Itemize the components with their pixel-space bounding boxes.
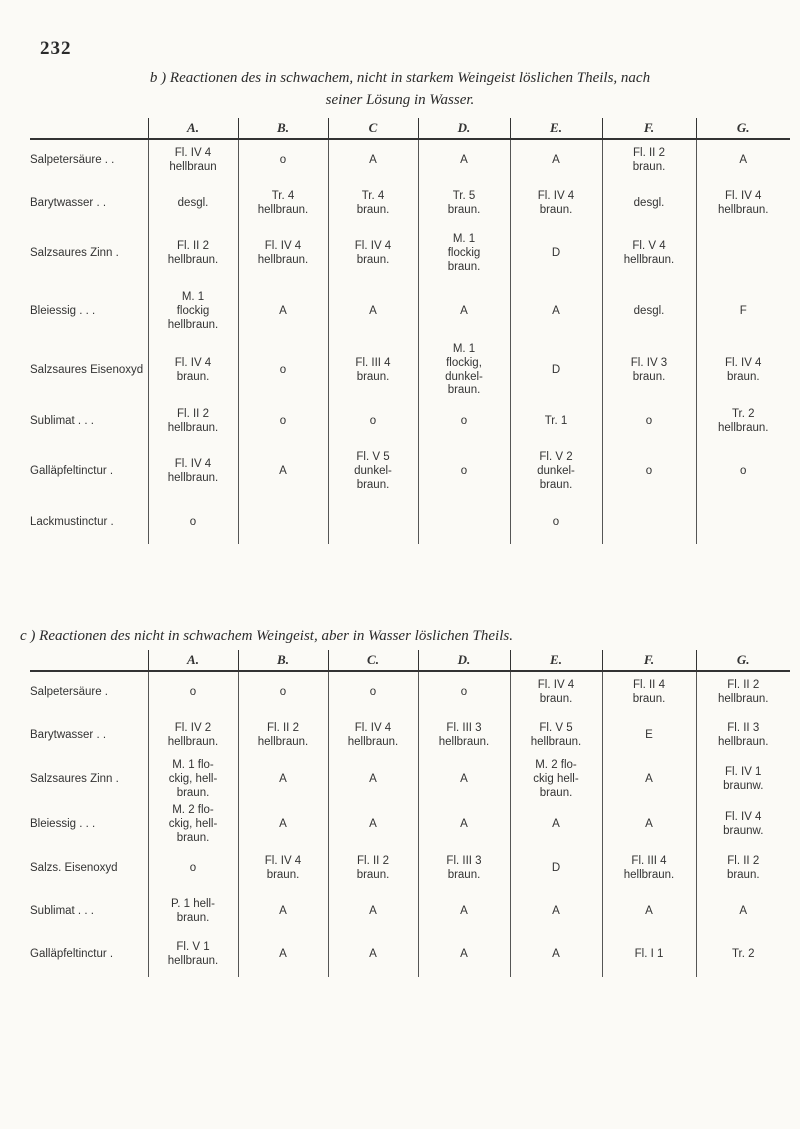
table-row — [30, 225, 790, 283]
table-cell: o — [238, 341, 328, 400]
table-cell: Fl. III 3 hellbraun. — [418, 714, 510, 757]
table-cell: M. 1 flockig braun. — [418, 225, 510, 283]
section-b-header-row — [30, 118, 790, 139]
table-cell: M. 1 flo- ckig, hell- braun. — [148, 757, 238, 802]
table-cell: Fl. II 2 hellbraun. — [148, 225, 238, 283]
table-cell: o — [238, 139, 328, 182]
table-cell: o — [148, 848, 238, 891]
table-cell: Fl. V 4 hellbraun. — [602, 225, 696, 283]
section-b-heading: b ) Reactionen des in schwachem, nicht in starkem Weingeist löslichen Theils, nach — [149, 70, 651, 86]
table-cell: o — [328, 671, 418, 714]
table-row — [30, 400, 790, 443]
column-header: C. — [328, 650, 418, 671]
section-b-table — [30, 118, 790, 544]
table-cell: M. 2 flo- ckig hell- braun. — [510, 757, 602, 802]
table-cell: o — [148, 671, 238, 714]
table-row — [30, 671, 790, 714]
table-row — [30, 714, 790, 757]
table-cell — [602, 501, 696, 544]
row-label: Salzsaures Eisenoxyd — [30, 363, 144, 376]
table-cell: Fl. III 3 braun. — [418, 848, 510, 891]
table-cell: D — [510, 848, 602, 891]
table-cell: Tr. 5 braun. — [418, 182, 510, 225]
table-cell: Fl. IV 3 braun. — [602, 341, 696, 400]
table-cell: A — [510, 802, 602, 847]
section-c-body — [30, 671, 790, 977]
row-label: Salpetersäure . — [30, 686, 108, 699]
table-cell: o — [696, 443, 790, 501]
page-number: 232 — [40, 38, 72, 59]
column-header: E. — [510, 118, 602, 139]
section-b-subheading: seiner Lösung in Wasser. — [325, 92, 475, 108]
table-cell: D — [510, 341, 602, 400]
table-cell: Fl. IV 4 braun. — [328, 225, 418, 283]
row-label: Sublimat . . . — [30, 905, 94, 918]
table-cell: Fl. IV 4 braun. — [148, 341, 238, 400]
table-cell: A — [328, 283, 418, 341]
table-cell: Fl. II 2 hellbraun. — [696, 671, 790, 714]
table-cell: desgl. — [602, 283, 696, 341]
table-cell: A — [510, 891, 602, 934]
table-cell: A — [510, 934, 602, 977]
table-cell: Fl. III 4 hellbraun. — [602, 848, 696, 891]
table-cell: desgl. — [602, 182, 696, 225]
table-cell — [418, 501, 510, 544]
table-cell: Fl. II 2 braun. — [328, 848, 418, 891]
row-label: Bleiessig . . . — [30, 305, 96, 318]
column-header: B. — [238, 118, 328, 139]
table-cell — [696, 501, 790, 544]
table-cell: A — [238, 934, 328, 977]
section-c-table — [30, 650, 790, 977]
table-row — [30, 934, 790, 977]
row-label: Salpetersäure . . — [30, 154, 115, 167]
table-cell: A — [238, 443, 328, 501]
row-label: Salzsaures Zinn . — [30, 772, 119, 785]
table-cell: o — [238, 400, 328, 443]
table-cell: A — [418, 757, 510, 802]
table-row — [30, 341, 790, 400]
table-cell — [696, 225, 790, 283]
table-cell: Fl. II 4 braun. — [602, 671, 696, 714]
table-cell: A — [418, 139, 510, 182]
table-cell: Fl. IV 4 hellbraun. — [238, 225, 328, 283]
table-cell: o — [418, 443, 510, 501]
table-cell: M. 2 flo- ckig, hell- braun. — [148, 802, 238, 847]
table-cell: Tr. 2 hellbraun. — [696, 400, 790, 443]
table-cell: A — [696, 891, 790, 934]
column-header: F. — [602, 650, 696, 671]
table-cell: A — [602, 802, 696, 847]
table-cell: D — [510, 225, 602, 283]
column-header: D. — [418, 650, 510, 671]
table-cell: A — [238, 802, 328, 847]
table-cell: Fl. IV 4 hellbraun. — [696, 182, 790, 225]
row-label: Bleiessig . . . — [30, 818, 96, 831]
table-cell: Tr. 2 — [696, 934, 790, 977]
table-row — [30, 443, 790, 501]
row-label: Galläpfeltinctur . — [30, 465, 114, 478]
table-cell: A — [602, 891, 696, 934]
table-cell: A — [510, 283, 602, 341]
row-label: Salzs. Eisenoxyd — [30, 862, 118, 875]
row-header-blank — [30, 650, 148, 671]
row-header-blank — [30, 118, 148, 139]
table-cell: A — [696, 139, 790, 182]
table-cell: Fl. II 2 braun. — [602, 139, 696, 182]
column-header: A. — [148, 650, 238, 671]
table-row — [30, 848, 790, 891]
table-cell: A — [602, 757, 696, 802]
table-cell: Fl. IV 4 braun. — [696, 341, 790, 400]
table-row — [30, 802, 790, 847]
table-cell: Fl. IV 4 hellbraun. — [148, 443, 238, 501]
table-cell: Fl. V 5 hellbraun. — [510, 714, 602, 757]
column-header: G. — [696, 118, 790, 139]
table-cell: Fl. V 5 dunkel- braun. — [328, 443, 418, 501]
table-cell: Fl. V 1 hellbraun. — [148, 934, 238, 977]
table-cell: Fl. II 2 braun. — [696, 848, 790, 891]
row-label: Barytwasser . . — [30, 728, 107, 741]
section-b-body — [30, 139, 790, 544]
table-cell: Fl. IV 4 braun. — [238, 848, 328, 891]
table-cell: o — [238, 671, 328, 714]
table-cell: A — [510, 139, 602, 182]
table-cell: A — [328, 891, 418, 934]
table-cell: desgl. — [148, 182, 238, 225]
table-cell: Fl. V 2 dunkel- braun. — [510, 443, 602, 501]
table-row — [30, 501, 790, 544]
table-cell: Fl. IV 2 hellbraun. — [148, 714, 238, 757]
table-cell: A — [328, 139, 418, 182]
table-row — [30, 891, 790, 934]
row-label: Galläpfeltinctur . — [30, 948, 114, 961]
table-cell: o — [602, 400, 696, 443]
column-header: B. — [238, 650, 328, 671]
table-cell: Fl. III 4 braun. — [328, 341, 418, 400]
column-header: G. — [696, 650, 790, 671]
table-cell: Fl. IV 1 braunw. — [696, 757, 790, 802]
table-cell: A — [328, 757, 418, 802]
table-cell: A — [238, 891, 328, 934]
table-cell: A — [418, 934, 510, 977]
row-label: Sublimat . . . — [30, 414, 94, 427]
table-cell: o — [602, 443, 696, 501]
table-cell: M. 1 flockig, dunkel- braun. — [418, 341, 510, 400]
table-cell: Fl. IV 4 braun. — [510, 182, 602, 225]
row-label: Lackmustinctur . — [30, 515, 114, 528]
table-cell: E — [602, 714, 696, 757]
table-row — [30, 757, 790, 802]
table-row — [30, 283, 790, 341]
table-row — [30, 182, 790, 225]
table-cell — [328, 501, 418, 544]
table-cell: M. 1 flockig hellbraun. — [148, 283, 238, 341]
table-cell: Tr. 1 — [510, 400, 602, 443]
table-cell: o — [418, 671, 510, 714]
table-cell: A — [238, 283, 328, 341]
row-label: Salzsaures Zinn . — [30, 247, 119, 260]
column-header: D. — [418, 118, 510, 139]
table-cell: o — [328, 400, 418, 443]
table-cell: F — [696, 283, 790, 341]
table-cell — [238, 501, 328, 544]
column-header: E. — [510, 650, 602, 671]
column-header: F. — [602, 118, 696, 139]
row-label: Barytwasser . . — [30, 196, 107, 209]
table-cell: Fl. II 2 hellbraun. — [148, 400, 238, 443]
table-cell: Fl. II 2 hellbraun. — [238, 714, 328, 757]
section-c-heading: c ) Reactionen des nicht in schwachem Weingeist, aber in Wasser löslichen Theils. — [20, 628, 513, 644]
table-cell: P. 1 hell- braun. — [148, 891, 238, 934]
table-cell: Fl. IV 4 hellbraun. — [328, 714, 418, 757]
table-cell: Fl. II 3 hellbraun. — [696, 714, 790, 757]
table-cell: o — [510, 501, 602, 544]
table-cell: A — [328, 934, 418, 977]
table-row — [30, 139, 790, 182]
table-cell: Fl. IV 4 hellbraun — [148, 139, 238, 182]
table-cell: o — [418, 400, 510, 443]
table-cell: A — [418, 891, 510, 934]
table-cell: Tr. 4 hellbraun. — [238, 182, 328, 225]
table-cell: Fl. I 1 — [602, 934, 696, 977]
table-cell: Fl. IV 4 braunw. — [696, 802, 790, 847]
table-cell: A — [418, 802, 510, 847]
table-cell: A — [328, 802, 418, 847]
section-c-header-row — [30, 650, 790, 671]
table-cell: Tr. 4 braun. — [328, 182, 418, 225]
table-cell: A — [418, 283, 510, 341]
table-cell: o — [148, 501, 238, 544]
table-cell: Fl. IV 4 braun. — [510, 671, 602, 714]
column-header: C — [328, 118, 418, 139]
table-cell: A — [238, 757, 328, 802]
column-header: A. — [148, 118, 238, 139]
